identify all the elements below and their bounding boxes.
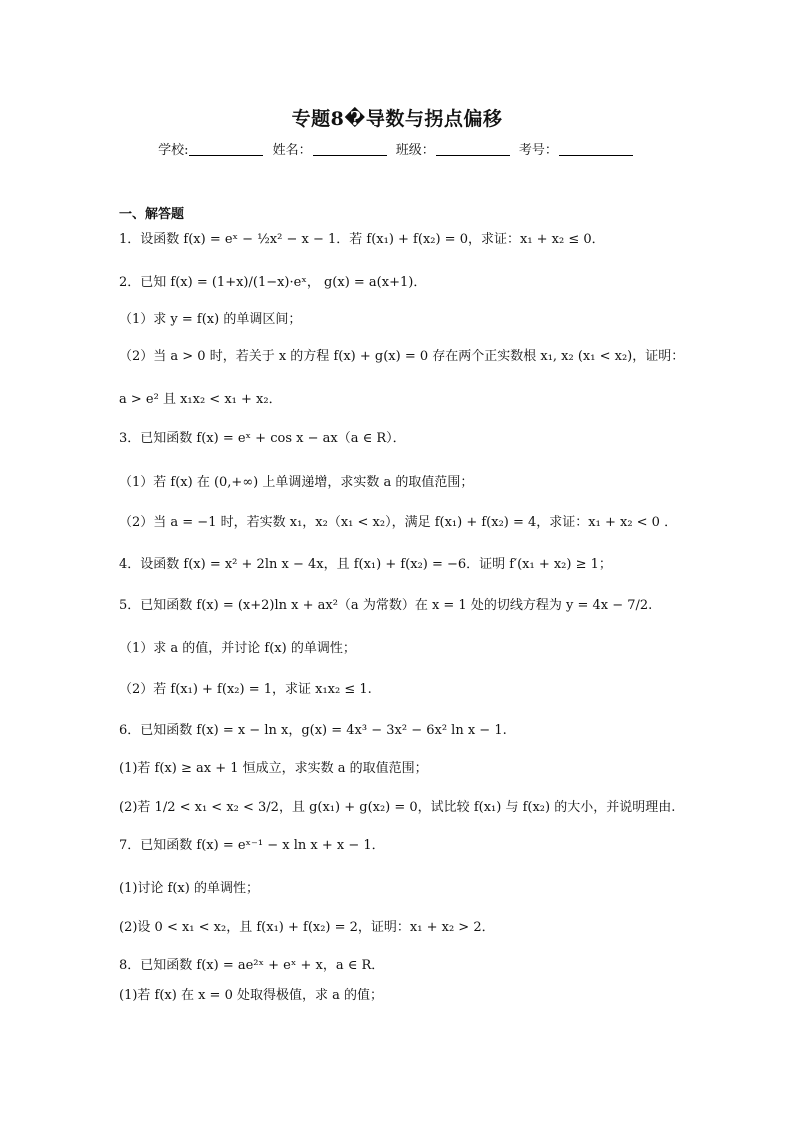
problem-2-part-2-cont: a > e² 且 x₁x₂ < x₁ + x₂．	[119, 392, 282, 407]
problem-6-part-2: (2)若 1/2 < x₁ < x₂ < 3/2，且 g(x₁) + g(x₂) = 0，试比较 f(x₁) 与 f(x₂) 的大小，并说明理由.	[119, 800, 676, 815]
id-blank[interactable]	[559, 143, 633, 156]
problem-3-part-1: （1）若 f(x) 在 (0,+∞) 上单调递增，求实数 a 的取值范围；	[119, 475, 474, 490]
problem-2-part-1: （1）求 y = f(x) 的单调区间；	[119, 312, 302, 327]
school-label: 学校:	[158, 143, 189, 158]
problem-6: 6．已知函数 f(x) = x − ln x，g(x) = 4x³ − 3x² − 6x² ln x − 1.	[119, 723, 507, 738]
problem-1: 1．设函数 f(x) = eˣ − ½x² − x − 1．若 f(x₁) + f(x₂) = 0，求证：x₁ + x₂ ≤ 0．	[119, 232, 605, 247]
problem-5-part-1: （1）求 a 的值，并讨论 f(x) 的单调性；	[119, 641, 356, 656]
problem-6-part-1: (1)若 f(x) ≥ ax + 1 恒成立，求实数 a 的取值范围；	[119, 761, 428, 776]
name-label: 姓名：	[272, 143, 312, 158]
school-blank[interactable]	[189, 143, 263, 156]
name-blank[interactable]	[313, 143, 387, 156]
problem-8-part-1: (1)若 f(x) 在 x = 0 处取得极值，求 a 的值；	[119, 988, 384, 1003]
problem-3: 3．已知函数 f(x) = eˣ + cos x − ax（a ∈ R）．	[119, 431, 406, 446]
problem-7-part-1: (1)讨论 f(x) 的单调性；	[119, 881, 259, 896]
class-label: 班级：	[395, 143, 435, 158]
problem-2: 2．已知 f(x) = (1+x)/(1−x)·eˣ， g(x) = a(x+1)．	[119, 275, 427, 290]
problem-5: 5．已知函数 f(x) = (x+2)ln x + ax²（a 为常数）在 x = 1 处的切线方程为 y = 4x − 7/2.	[119, 598, 653, 613]
section-title: 一、解答题	[119, 207, 185, 222]
page-title: 专题8�导数与拐点偏移	[291, 108, 503, 130]
student-info-row	[0, 139, 794, 158]
problem-5-part-2: （2）若 f(x₁) + f(x₂) = 1，求证 x₁x₂ ≤ 1.	[119, 682, 372, 697]
problem-4: 4．设函数 f(x) = x² + 2ln x − 4x，且 f(x₁) + f(x₂) = −6．证明 f′(x₁ + x₂) ≥ 1；	[119, 557, 612, 572]
problem-7: 7．已知函数 f(x) = eˣ⁻¹ − x ln x + x − 1．	[119, 838, 385, 853]
problem-2-part-2: （2）当 a > 0 时，若关于 x 的方程 f(x) + g(x) = 0 存在两个正实数根 x₁, x₂ (x₁ < x₂)，证明：	[119, 349, 685, 364]
class-blank[interactable]	[436, 143, 510, 156]
problem-7-part-2: (2)设 0 < x₁ < x₂，且 f(x₁) + f(x₂) = 2，证明：x₁ + x₂ > 2．	[119, 920, 495, 935]
id-label: 考号：	[518, 143, 558, 158]
problem-3-part-2: （2）当 a = −1 时，若实数 x₁，x₂（x₁ < x₂），满足 f(x₁) + f(x₂) = 4，求证：x₁ + x₂ < 0 ．	[119, 515, 678, 530]
problem-8: 8．已知函数 f(x) = ae²ˣ + eˣ + x，a ∈ R．	[119, 958, 385, 973]
